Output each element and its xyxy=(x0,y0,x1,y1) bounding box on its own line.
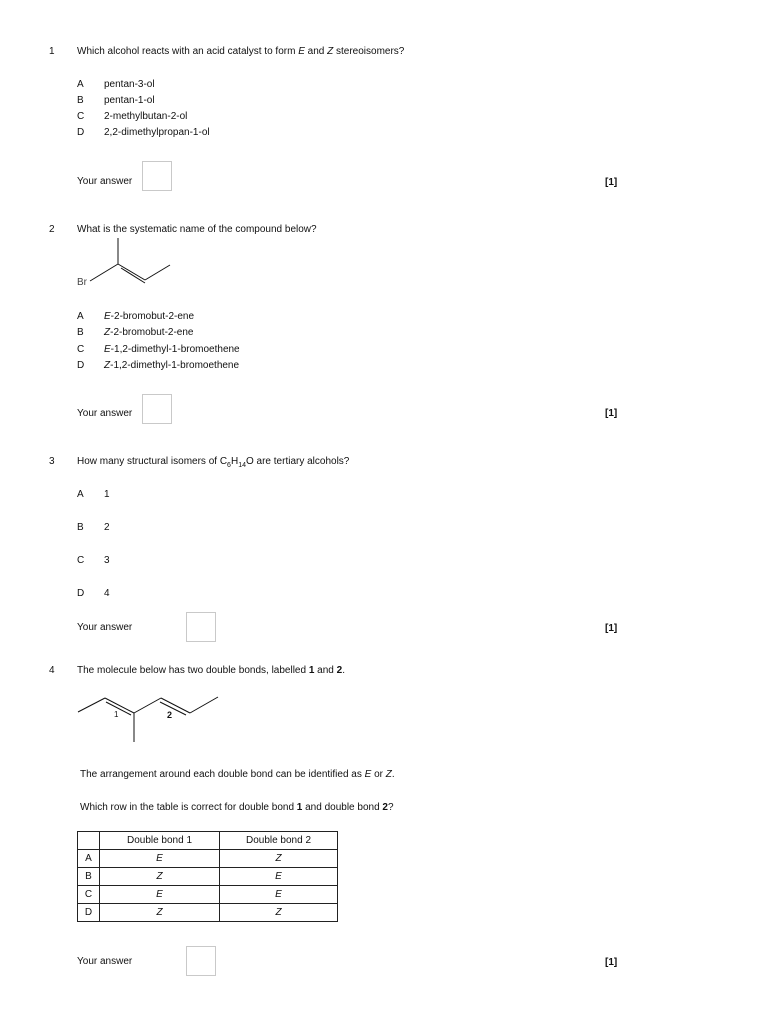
q2-option-d-letter: D xyxy=(77,360,85,371)
q2-option-a-letter: A xyxy=(77,311,84,322)
q2-option-c-letter: C xyxy=(77,344,85,355)
q4-line-3: Which row in the table is correct for double bond 1 and double bond 2? xyxy=(80,802,394,813)
q2-answer-label: Your answer xyxy=(77,408,133,419)
q1-marks: [1] xyxy=(605,177,618,188)
q3-option-d-text: 4 xyxy=(104,588,110,599)
q1-option-b-letter: B xyxy=(77,95,84,106)
table-row-label: A xyxy=(78,850,100,868)
table-row xyxy=(78,904,338,922)
q1-option-d-letter: D xyxy=(77,127,85,138)
table-cell-db2: Z xyxy=(220,850,338,868)
q1-option-a-text: pentan-3-ol xyxy=(104,79,155,90)
table-row xyxy=(78,850,338,868)
q3-option-a-letter: A xyxy=(77,489,84,500)
table-row-label: B xyxy=(78,868,100,886)
table-cell-db2: E xyxy=(220,868,338,886)
q2-option-d-text: Z-1,2-dimethyl-1-bromoethene xyxy=(104,360,240,371)
question-2-number: 2 xyxy=(49,224,55,235)
q4-line-2: The arrangement around each double bond can be identified as E or Z. xyxy=(80,769,395,780)
table-cell-db1: Z xyxy=(100,868,220,886)
q1-option-a-letter: A xyxy=(77,79,84,90)
q2-bromine-label: Br xyxy=(77,277,87,288)
table-row xyxy=(78,886,338,904)
q4-answer-box[interactable] xyxy=(186,946,216,976)
table-row-label: C xyxy=(78,886,100,904)
question-1-number: 1 xyxy=(49,46,55,57)
question-3-text: How many structural isomers of $C_6H_{14}O$ are tertiary alcohols? xyxy=(77,456,350,469)
table-row-label: D xyxy=(78,904,100,922)
table-cell-db1: E xyxy=(100,886,220,904)
table-cell-db1: Z xyxy=(100,904,220,922)
q4-answer-label: Your answer xyxy=(77,956,133,967)
q2-option-b-letter: B xyxy=(77,327,84,338)
table-header-row xyxy=(78,832,338,850)
q1-option-b-text: pentan-1-ol xyxy=(104,95,155,106)
question-1-text: Which alcohol reacts with an acid catalyst to form E and Z stereoisomers? xyxy=(77,46,405,57)
q4-bond-a xyxy=(78,698,105,712)
q3-option-a-text: 1 xyxy=(104,489,110,500)
q3-option-c-text: 3 xyxy=(104,555,110,566)
q3-option-b-text: 2 xyxy=(104,522,110,533)
q4-marks: [1] xyxy=(605,957,618,968)
q2-option-a-text: E-2-bromobut-2-ene xyxy=(104,311,195,322)
q2-option-b-text: Z-2-bromobut-2-ene xyxy=(104,327,194,338)
q3-option-d-letter: D xyxy=(77,588,85,599)
table-cell-db2: Z xyxy=(220,904,338,922)
q3-option-c-letter: C xyxy=(77,555,85,566)
q2-marks: [1] xyxy=(605,408,618,419)
q1-option-d-text: 2,2-dimethylpropan-1-ol xyxy=(104,127,210,138)
q1-option-c-text: 2-methylbutan-2-ol xyxy=(104,111,188,122)
table-cell-db1: E xyxy=(100,850,220,868)
q4-bond-label-2: 2 xyxy=(167,710,173,720)
q4-bond-label-1: 1 xyxy=(114,710,119,719)
q1-answer-label: Your answer xyxy=(77,176,133,187)
q1-option-c-letter: C xyxy=(77,111,85,122)
q4-double-bond-1-outer xyxy=(105,698,134,713)
table-cell-db2: E xyxy=(220,886,338,904)
table-row xyxy=(78,868,338,886)
q4-bond-c xyxy=(190,697,218,713)
q2-option-c-text: E-1,2-dimethyl-1-bromoethene xyxy=(104,344,240,355)
q4-bond-b xyxy=(134,698,161,713)
q3-option-b-letter: B xyxy=(77,522,84,533)
q3-marks: [1] xyxy=(605,623,618,634)
table-header-db1: Double bond 1 xyxy=(100,832,220,850)
q4-answer-table xyxy=(77,831,338,922)
table-header-db2: Double bond 2 xyxy=(220,832,338,850)
question-2-text: What is the systematic name of the compound below? xyxy=(77,224,317,235)
table-corner-cell xyxy=(78,832,100,850)
question-4-number: 4 xyxy=(49,665,55,676)
q4-double-bond-2-outer xyxy=(161,698,190,713)
question-3-number: 3 xyxy=(49,456,55,467)
q4-double-bond-1-inner xyxy=(106,702,131,715)
question-4-text: The molecule below has two double bonds, labelled 1 and 2. xyxy=(77,665,345,676)
q3-answer-label: Your answer xyxy=(77,622,133,633)
